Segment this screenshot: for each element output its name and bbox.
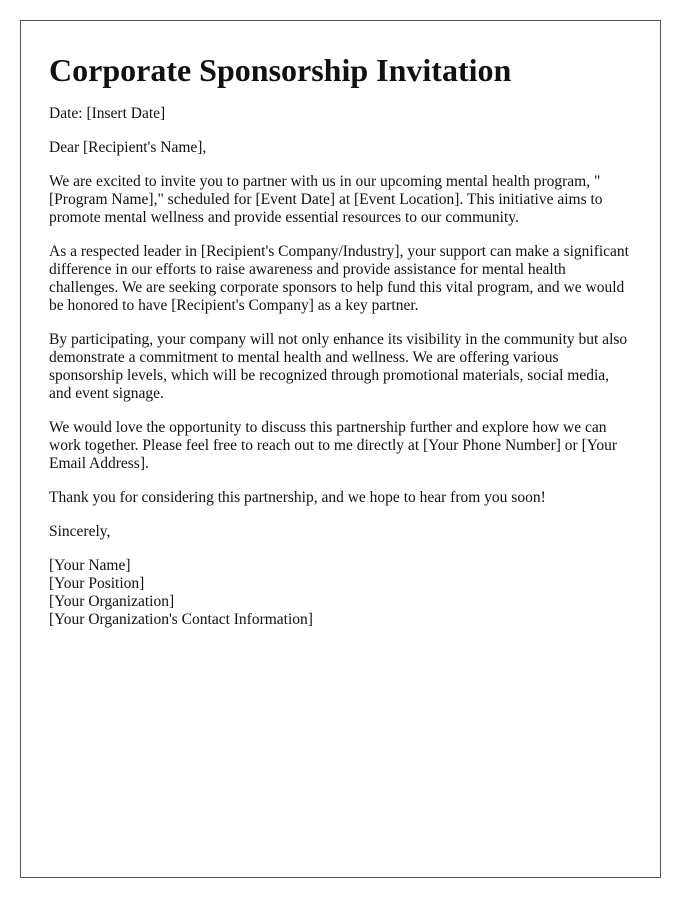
body-paragraph-3: By participating, your company will not only enhance its visibility in the community but also demonstrate a commitment to mental health and wellness. We are offering various sponsorship levels, which will be recognized through promotional materials, social media, and event signage. bbox=[49, 331, 628, 402]
salutation: Dear [Recipient's Name], bbox=[49, 139, 207, 156]
signature-block bbox=[49, 557, 632, 629]
letter-page bbox=[20, 20, 661, 878]
signature-position: [Your Position] bbox=[49, 575, 145, 592]
signature-organization: [Your Organization] bbox=[49, 593, 175, 610]
closing: Sincerely, bbox=[49, 523, 111, 540]
body-paragraph-4: We would love the opportunity to discuss this partnership further and explore how we can work together. Please feel free to reach out to me directly at [Your Phone Number] or [Your Email Address]. bbox=[49, 419, 618, 472]
body-paragraph-1: We are excited to invite you to partner with us in our upcoming mental health program, "[Program Name]," scheduled for [Event Date] at [Event Location]. This initiative aims to promote mental wellness and provide essential resources to our community. bbox=[49, 173, 603, 226]
signature-name: [Your Name] bbox=[49, 557, 131, 574]
signature-contact-info: [Your Organization's Contact Information] bbox=[49, 611, 313, 628]
body-paragraph-2: As a respected leader in [Recipient's Company/Industry], your support can make a significant difference in our efforts to raise awareness and provide assistance for mental health challenges. We are seeking corporate sponsors to help fund this vital program, and we would be honored to have [Recipient's Company] as a key partner. bbox=[49, 243, 629, 314]
letter-title: Corporate Sponsorship Invitation bbox=[49, 52, 512, 88]
body-paragraph-5: Thank you for considering this partnership, and we hope to hear from you soon! bbox=[49, 489, 546, 506]
date-line: Date: [Insert Date] bbox=[49, 105, 166, 122]
